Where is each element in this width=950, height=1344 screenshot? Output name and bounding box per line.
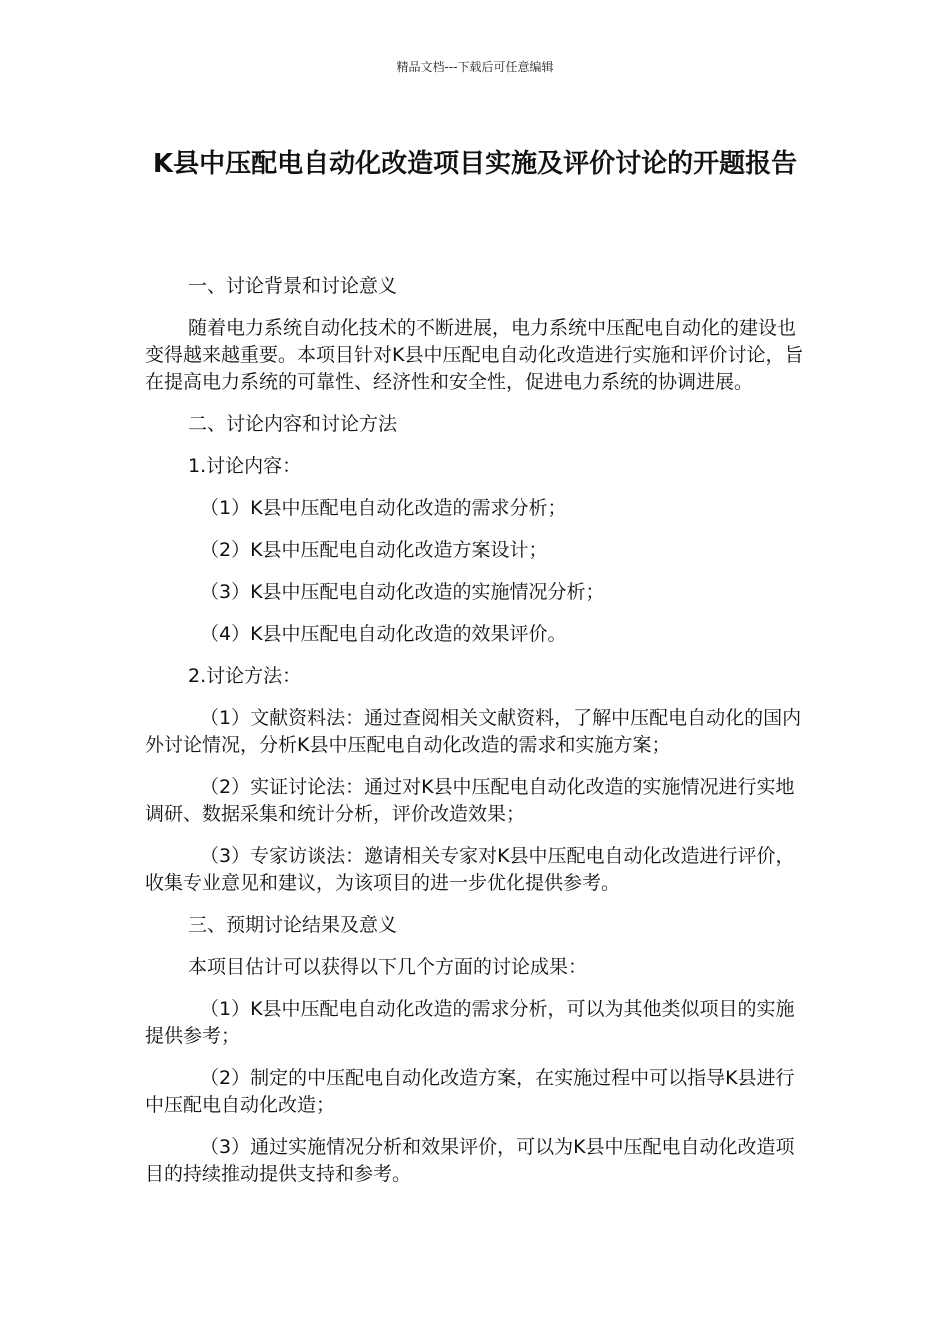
section-heading-background: 一、讨论背景和讨论意义 bbox=[188, 275, 398, 297]
content-item-1: （1）K县中压配电自动化改造的需求分析； bbox=[200, 497, 567, 519]
result-item-1: （1）K县中压配电自动化改造的需求分析，可以为其他类似项目的实施提供参考； bbox=[145, 998, 795, 1047]
method-item-1: （1）文献资料法：通过查阅相关文献资料，了解中压配电自动化的国内外讨论情况，分析K县中压配电自动化改造的需求和实施方案； bbox=[145, 707, 802, 756]
content-item-4: （4）K县中压配电自动化改造的效果评价。 bbox=[200, 623, 567, 645]
section-heading-results: 三、预期讨论结果及意义 bbox=[188, 914, 398, 936]
method-item-3: （3）专家访谈法：邀请相关专家对K县中压配电自动化改造进行评价，收集专业意见和建议，为该项目的进一步优化提供参考。 bbox=[145, 845, 795, 894]
content-item-2: （2）K县中压配电自动化改造方案设计； bbox=[200, 539, 548, 561]
document-body bbox=[145, 273, 807, 1203]
subheading-method: 2.讨论方法： bbox=[188, 665, 302, 687]
paragraph-results-intro: 本项目估计可以获得以下几个方面的讨论成果： bbox=[188, 956, 588, 978]
document-title: K县中压配电自动化改造项目实施及评价讨论的开题报告 bbox=[152, 149, 798, 179]
paragraph-background: 随着电力系统自动化技术的不断进展，电力系统中压配电自动化的建设也变得越来越重要。本项目针对K县中压配电自动化改造进行实施和评价讨论，旨在提高电力系统的可靠性、经济性和安全性，促进电力系统的协调进展。 bbox=[145, 317, 804, 393]
content-item-3: （3）K县中压配电自动化改造的实施情况分析； bbox=[200, 581, 605, 603]
result-item-3: （3）通过实施情况分析和效果评价，可以为K县中压配电自动化改造项目的持续推动提供支持和参考。 bbox=[145, 1136, 795, 1185]
header-note: 精品文档---下载后可任意编辑 bbox=[396, 60, 554, 74]
section-heading-content-method: 二、讨论内容和讨论方法 bbox=[188, 413, 398, 435]
result-item-2: （2）制定的中压配电自动化改造方案，在实施过程中可以指导K县进行中压配电自动化改造； bbox=[145, 1067, 795, 1116]
subheading-content: 1.讨论内容： bbox=[188, 455, 302, 477]
method-item-2: （2）实证讨论法：通过对K县中压配电自动化改造的实施情况进行实地调研、数据采集和统计分析，评价改造效果； bbox=[145, 776, 795, 825]
